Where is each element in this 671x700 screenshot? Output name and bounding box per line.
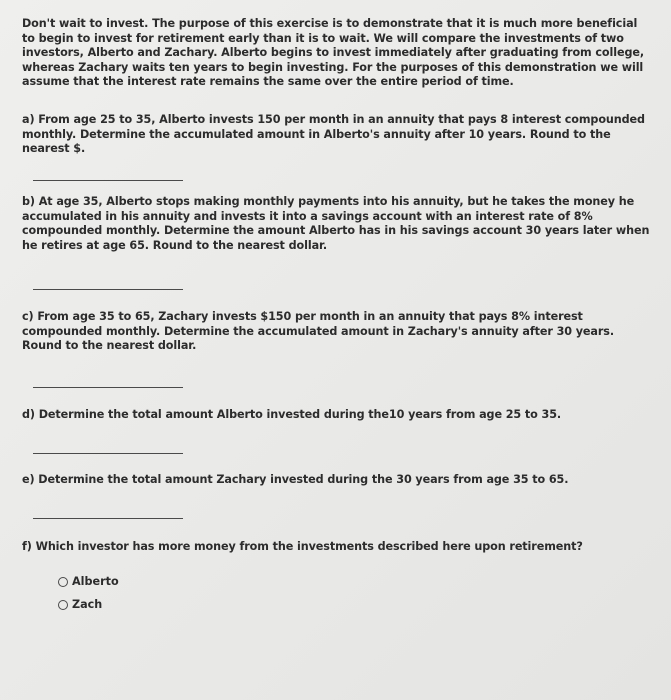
option-zach-label: Zach bbox=[72, 598, 103, 611]
option-alberto[interactable] bbox=[58, 575, 119, 588]
option-zach[interactable] bbox=[58, 598, 102, 611]
question-b-text: b) At age 35, Alberto stops making monthly payments into his annuity, but he takes the money he accumulated in his annuity and invests it into a savings account with an interest rate of 8% compounded monthly. Determine the amount Alberto has in his savings account 30 years later when he retires at age 65. Round to the nearest dollar. bbox=[22, 195, 650, 252]
question-e-text: e) Determine the total amount Zachary invested during the 30 years from age 35 to 65. bbox=[22, 473, 569, 486]
question-d-text: d) Determine the total amount Alberto invested during the10 years from age 25 to 35. bbox=[22, 408, 562, 421]
radio-zach[interactable] bbox=[58, 600, 68, 610]
answer-b-blank[interactable] bbox=[33, 289, 183, 290]
answer-a-blank[interactable] bbox=[33, 180, 183, 181]
answer-d-blank[interactable] bbox=[33, 453, 183, 454]
question-f-text: f) Which investor has more money from the investments described here upon retirement? bbox=[22, 540, 583, 553]
answer-e-blank[interactable] bbox=[33, 518, 183, 519]
intro-paragraph: Don't wait to invest. The purpose of this exercise is to demonstrate that it is much more beneficial to begin to invest for retirement early than it is to wait. We will compare the investments of two investors, Alberto and Zachary. Alberto begins to invest immediately after graduating from college, whereas Zachary waits ten years to begin investing. For the purposes of this demonstration we will assume that the interest rate remains the same over the entire period of time. bbox=[22, 17, 645, 89]
option-alberto-label: Alberto bbox=[72, 575, 119, 588]
radio-alberto[interactable] bbox=[58, 577, 68, 587]
question-a-text: a) From age 25 to 35, Alberto invests 150 per month in an annuity that pays 8 interest compounded monthly. Determine the accumulated amount in Alberto's annuity after 10 years. Round to the nearest $. bbox=[22, 113, 645, 156]
answer-c-blank[interactable] bbox=[33, 387, 183, 388]
question-c-text: c) From age 35 to 65, Zachary invests $150 per month in an annuity that pays 8% interest compounded monthly. Determine the accumulated amount in Zachary's annuity after 30 years. Round to the nearest dollar. bbox=[22, 310, 614, 353]
